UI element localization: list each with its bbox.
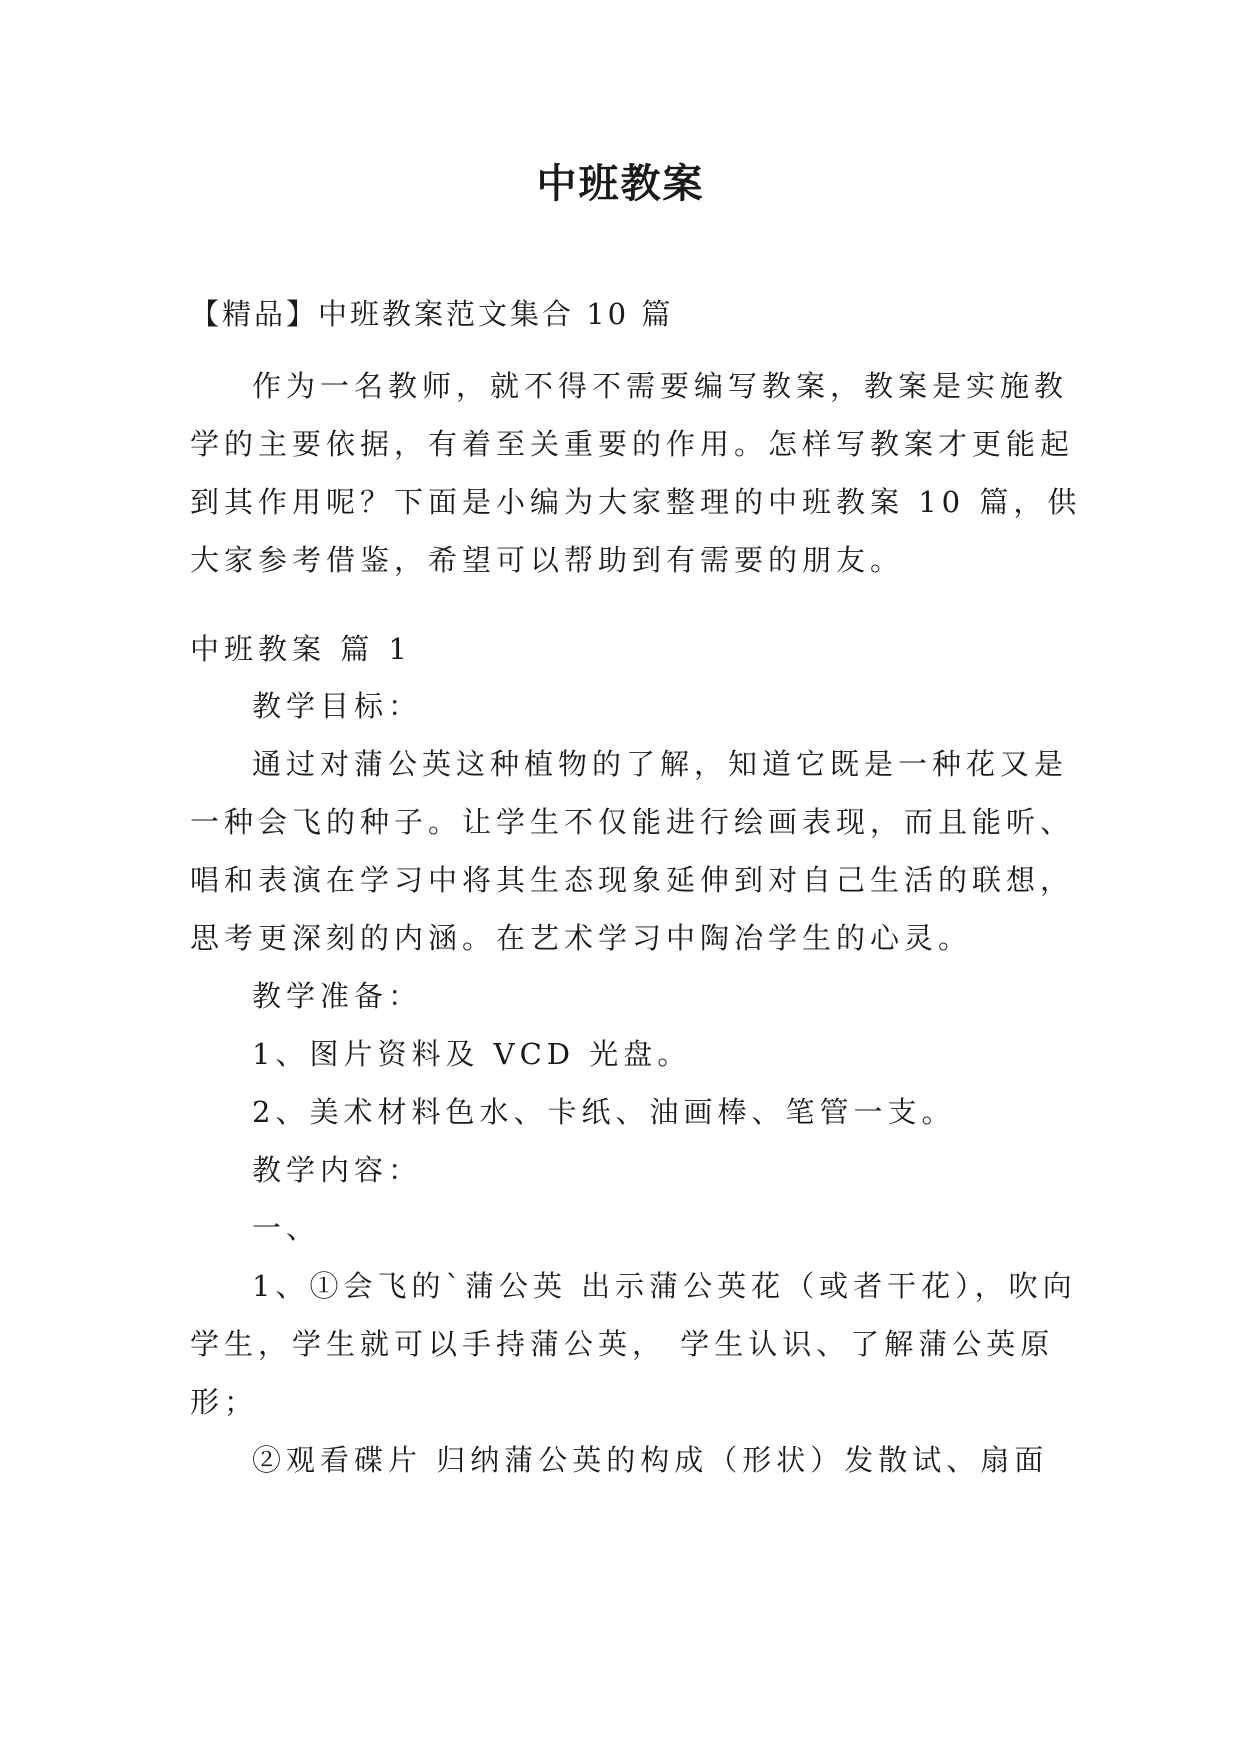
objectives-heading: 教学目标： (252, 689, 423, 723)
section-heading: 中班教案 篇 1 (190, 632, 412, 666)
objectives-line: 思考更深刻的内涵。在艺术学习中陶冶学生的心灵。 (190, 921, 973, 955)
objectives-line: 通过对蒲公英这种植物的了解，知道它既是一种花又是 (252, 747, 1069, 781)
objectives-line: 唱和表演在学习中将其生态现象延伸到对自己生活的联想， (190, 863, 1075, 897)
intro-line: 学的主要依据，有着至关重要的作用。怎样写教案才更能起 (190, 427, 1075, 461)
preparation-item: 1、图片资料及 VCD 光盘。 (252, 1037, 692, 1071)
preparation-heading: 教学准备： (252, 979, 423, 1013)
content-line: 1、①会飞的`蒲公英 出示蒲公英花（或者干花），吹向 (252, 1269, 1077, 1303)
content-line: 学生，学生就可以手持蒲公英， 学生认识、了解蒲公英原 (190, 1327, 1055, 1361)
preparation-item: 2、美术材料色水、卡纸、油画棒、笔管一支。 (252, 1095, 956, 1129)
document-title: 中班教案 (536, 161, 705, 207)
intro-line: 到其作用呢？下面是小编为大家整理的中班教案 10 篇，供 (190, 485, 1082, 519)
content-heading: 教学内容： (252, 1153, 423, 1187)
intro-line: 作为一名教师，就不得不需要编写教案，教案是实施教 (252, 369, 1069, 403)
intro-line: 大家参考借鉴，希望可以帮助到有需要的朋友。 (190, 543, 905, 577)
content-line: 形； (190, 1385, 259, 1419)
content-part-label: 一、 (252, 1211, 321, 1245)
document-subtitle: 【精品】中班教案范文集合 10 篇 (190, 297, 674, 331)
objectives-line: 一种会飞的种子。让学生不仅能进行绘画表现，而且能听、 (190, 805, 1075, 839)
content-line: ②观看碟片 归纳蒲公英的构成（形状）发散试、扇面 (252, 1443, 1049, 1477)
